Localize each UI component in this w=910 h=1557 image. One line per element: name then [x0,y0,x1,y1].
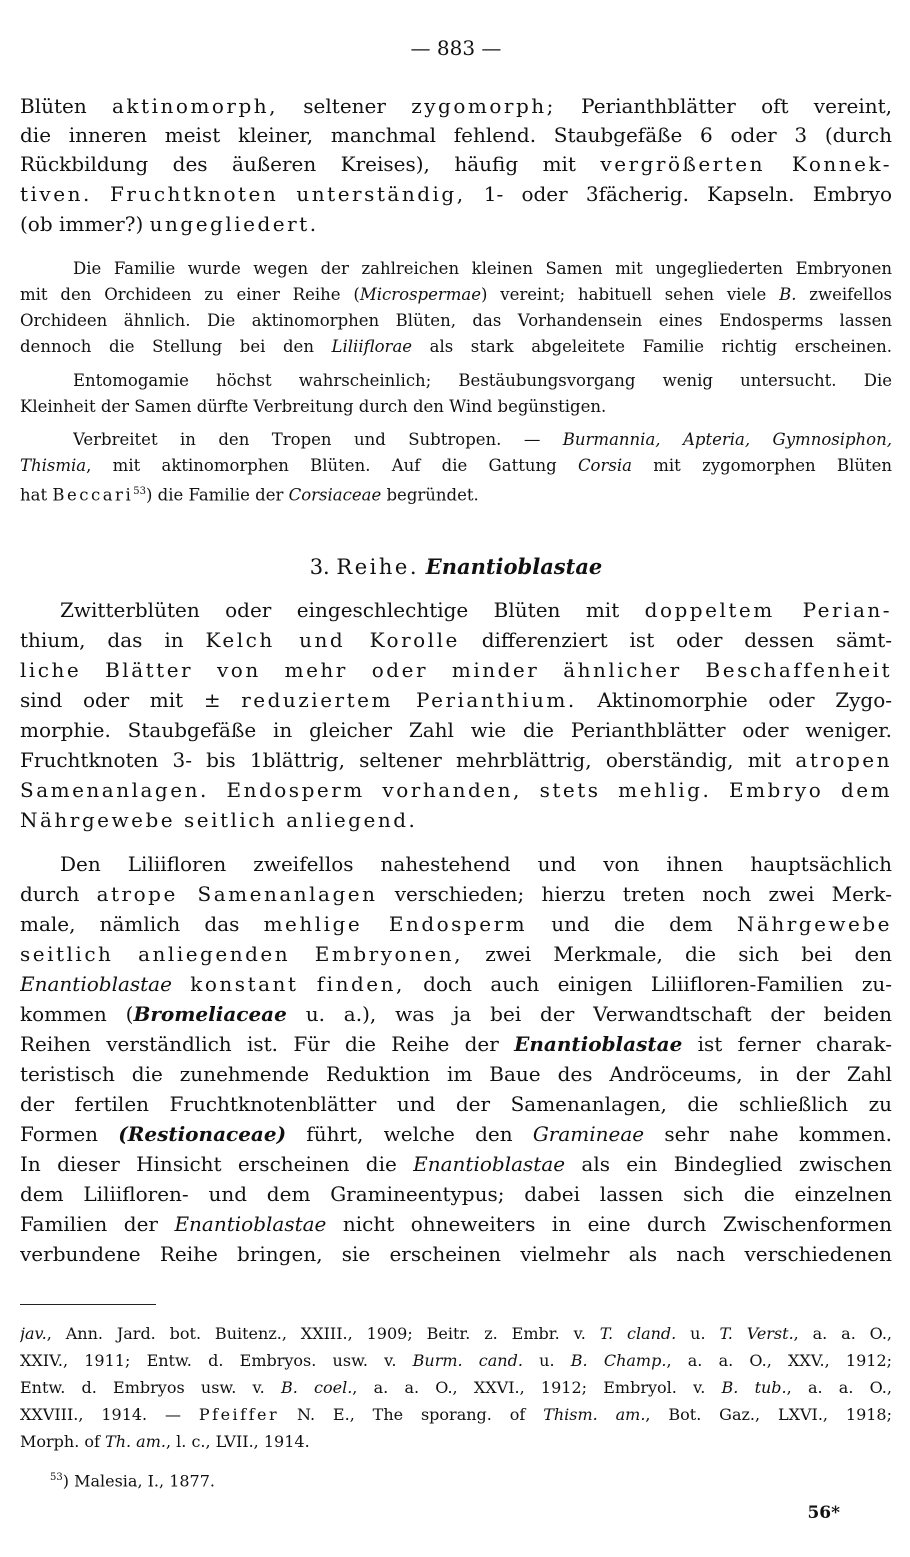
text-line: morphie. Staubgefäße in gleicher Zahl wie die Perianthblätter oder weniger. [20,718,892,742]
text-line: kommen (Bromeliaceae u. a.), was ja bei der Verwandtschaft der beiden [20,1002,892,1026]
text-line: Rückbildung des äußeren Kreises), häufig mit vergrößerten Konnek- [20,152,892,176]
text-line: Entomogamie höchst wahrscheinlich; Bestäubungsvorgang wenig untersucht. Die [73,371,892,390]
text-line: Thismia, mit aktinomorphen Blüten. Auf die Gattung Corsia mit zygomorphen Blüten [20,456,892,475]
text-line: In dieser Hinsicht erscheinen die Enantioblastae als ein Bindeglied zwischen [20,1152,892,1176]
text-line: der fertilen Fruchtknotenblätter und der Samenanlagen, die schließlich zu [20,1092,892,1116]
text-line: mit den Orchideen zu einer Reihe (Microspermae) vereint; habituell sehen viele B. zweifellos [20,285,892,304]
section-number: 3. [309,555,330,579]
text-line: Familien der Enantioblastae nicht ohneweiters in eine durch Zwischenformen [20,1212,892,1236]
footnote-line: XXIV., 1911; Entw. d. Embryos. usw. v. Burm. cand. u. B. Champ., a. a. O., XXV., 1912; [20,1351,892,1370]
text-line: Fruchtknoten 3- bis 1blättrig, seltener mehrblättrig, oberständig, mit atropen [20,748,892,772]
text-line: Orchideen ähnlich. Die aktinomorphen Blüten, das Vorhandensein eines Endosperms lassen [20,311,892,330]
footnote-53: $^{53}$) Malesia, I., 1877. [50,1471,215,1491]
footnote-line: Morph. of Th. am., l. c., LVII., 1914. [20,1432,310,1451]
text-line: Reihen verständlich ist. Für die Reihe der Enantioblastae ist ferner charak- [20,1032,892,1056]
text-line: sind oder mit ± reduziertem Perianthium. Aktinomorphie oder Zygo- [20,688,892,712]
text-line: durch atrope Samenanlagen verschieden; hierzu treten noch zwei Merk- [20,882,892,906]
page-number: — 883 — [410,36,502,60]
text-line: thium, das in Kelch und Korolle differenziert ist oder dessen sämt- [20,628,892,652]
footnote-line: Entw. d. Embryos usw. v. B. coel., a. a. O., XXVI., 1912; Embryol. v. B. tub., a. a. O., [20,1378,892,1397]
signature-mark: 56* [807,1503,840,1523]
text-line: die inneren meist kleiner, manchmal fehlend. Staubgefäße 6 oder 3 (durch [20,123,892,147]
text-line: Die Familie wurde wegen der zahlreichen kleinen Samen mit ungegliederten Embryonen [73,259,892,278]
text-line: Formen (Restionaceae) führt, welche den Gramineae sehr nahe kommen. [20,1122,892,1146]
text-line: Kleinheit der Samen dürfte Verbreitung durch den Wind begünstigen. [20,397,607,416]
text-line: dennoch die Stellung bei den Liliiflorae als stark abgeleitete Familie richtig erscheinen. [20,337,892,356]
section-name: Enantioblastae [425,554,603,579]
footnote-divider [20,1304,156,1305]
text-line: Nährgewebe seitlich anliegend. [20,808,418,832]
text-line: male, nämlich das mehlige Endosperm und die dem Nährgewebe [20,912,892,936]
text-line: Verbreitet in den Tropen und Subtropen. — Burmannia, Apteria, Gymnosiphon, [73,430,892,449]
text-line: Enantioblastae konstant finden, doch auch einigen Liliifloren-Familien zu- [20,972,892,996]
text-line: liche Blätter von mehr oder minder ähnlicher Beschaffenheit [20,658,892,682]
text-line: verbundene Reihe bringen, sie erscheinen vielmehr als nach verschiedenen [20,1242,892,1266]
section-label: Reihe. [336,555,420,579]
text-line: Blüten aktinomorph, seltener zygomorph; Perianthblätter oft vereint, [20,94,892,118]
text-line: Zwitterblüten oder eingeschlechtige Blüten mit doppeltem Perian- [60,598,892,622]
footnote-line: jav., Ann. Jard. bot. Buitenz., XXIII., 1909; Beitr. z. Embr. v. T. cland. u. T. Verst., a. a. O., [20,1324,892,1343]
text-line: (ob immer?) ungegliedert. [20,212,319,236]
text-line: hat Beccari$^{53}$) die Familie der Corsiaceae begründet. [20,485,479,505]
text-line: Den Liliifloren zweifellos nahestehend und von ihnen hauptsächlich [60,852,892,876]
text-line: tiven. Fruchtknoten unterständig, 1- oder 3fächerig. Kapseln. Embryo [20,182,892,206]
footnote-line: XXVIII., 1914. — Pfeiffer N. E., The sporang. of Thism. am., Bot. Gaz., LXVI., 1918; [20,1405,892,1424]
text-line: teristisch die zunehmende Reduktion im Baue des Andröceums, in der Zahl [20,1062,892,1086]
section-heading [20,552,892,582]
text-line: dem Liliifloren- und dem Gramineentypus; dabei lassen sich die einzelnen [20,1182,892,1206]
text-line: Samenanlagen. Endosperm vorhanden, stets mehlig. Embryo dem [20,778,892,802]
text-line: seitlich anliegenden Embryonen, zwei Merkmale, die sich bei den [20,942,892,966]
